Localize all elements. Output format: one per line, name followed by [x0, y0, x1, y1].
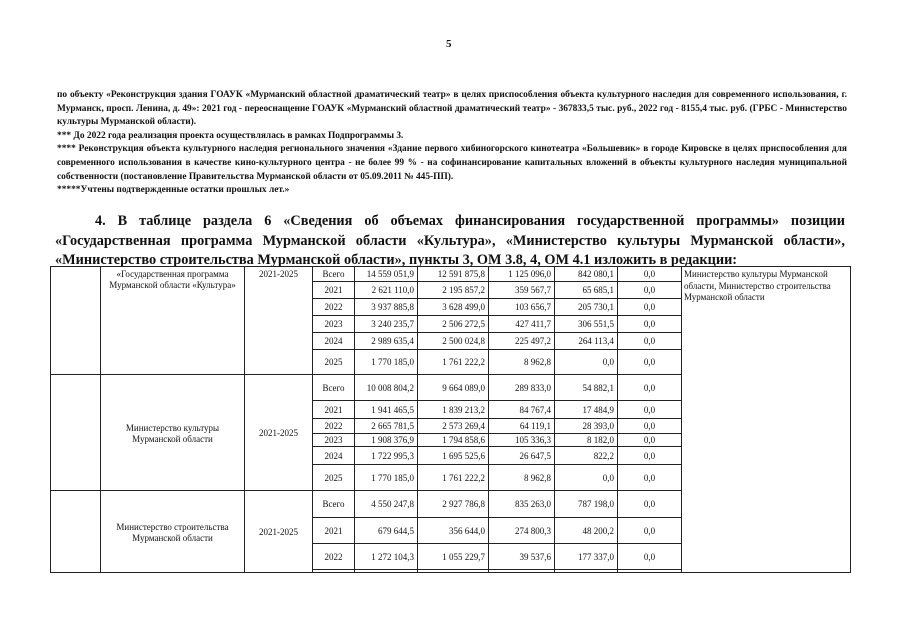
- value-federal: 64 119,1: [489, 419, 555, 434]
- year-cell: 2024: [313, 447, 355, 465]
- value-local: 787 198,0: [555, 491, 618, 518]
- value-regional: 2 506 272,5: [418, 316, 489, 333]
- value-regional: 9 664 089,0: [418, 375, 489, 401]
- value-federal: 105 336,3: [489, 434, 555, 447]
- year-cell: 2022: [313, 299, 355, 316]
- value-local: 306 551,5: [555, 316, 618, 333]
- value-other: 0,0: [618, 350, 682, 375]
- financing-table: [50, 266, 851, 573]
- value-federal: 359 567,7: [489, 282, 555, 299]
- value-local: 65 685,1: [555, 282, 618, 299]
- value-local: 48 200,2: [555, 518, 618, 544]
- footnotes: [57, 89, 847, 198]
- value-total: 1 722 995,3: [355, 447, 418, 465]
- footnote-object: по объекту «Реконструкция здания ГОАУК «Мурманский областной драматический театр» в целях приспособления объекта культурного наследия для современного использования, г. Мурманск, просп. Ленина, д. 49»: 2021 год - переоснащение ГОАУК «Мурманский областной драматический театр» - 367833,5 тыс. руб., 2022 год - 8155,4 тыс. руб. (ГРБС - Министерство культуры Мурманской области).: [57, 90, 847, 128]
- value-total: 2 621 110,0: [355, 282, 418, 299]
- value-total: 2 989 635,4: [355, 333, 418, 350]
- blank-cell: [555, 570, 618, 573]
- value-federal: 8 962,8: [489, 465, 555, 491]
- value-regional: 2 195 857,2: [418, 282, 489, 299]
- value-total: 1 770 185,0: [355, 465, 418, 491]
- value-local: 205 730,1: [555, 299, 618, 316]
- value-other: 0,0: [618, 465, 682, 491]
- value-local: 822,2: [555, 447, 618, 465]
- period-cell: 2021-2025: [245, 375, 313, 491]
- value-local: 177 337,0: [555, 544, 618, 570]
- responsible-cell: Министерство культуры Мурманской области, Министерство строительства Мурманской области: [682, 267, 851, 573]
- blank-cell: [51, 491, 101, 573]
- value-regional: 2 573 269,4: [418, 419, 489, 434]
- year-cell: 2022: [313, 419, 355, 434]
- value-regional: 2 500 024,8: [418, 333, 489, 350]
- year-cell: Всего: [313, 375, 355, 401]
- value-other: 0,0: [618, 491, 682, 518]
- value-total: 4 550 247,8: [355, 491, 418, 518]
- value-local: 0,0: [555, 350, 618, 375]
- value-other: 0,0: [618, 518, 682, 544]
- year-cell: 2021: [313, 282, 355, 299]
- footnote-4: **** Реконструкция объекта культурного наследия регионального значения «Здание первого хибиногорского кинотеатра «Большевик» в городе Кировске в целях приспособления для современного использования в качестве кино-культурного центра - не более 99 % - на софинансирование капитальных вложений в объекты культурного наследия муниципальной собственности (постановление Правительства Мурманской области от 05.09.2011 № 445-ПП).: [57, 144, 847, 182]
- blank-cell: [51, 375, 101, 491]
- value-federal: 84 767,4: [489, 401, 555, 419]
- value-federal: 835 263,0: [489, 491, 555, 518]
- value-other: 0,0: [618, 282, 682, 299]
- value-regional: 12 591 875,8: [418, 267, 489, 282]
- value-regional: 1 839 213,2: [418, 401, 489, 419]
- value-regional: 1 761 222,2: [418, 465, 489, 491]
- value-other: 0,0: [618, 299, 682, 316]
- value-local: 264 113,4: [555, 333, 618, 350]
- value-total: 14 559 051,9: [355, 267, 418, 282]
- value-total: 1 770 185,0: [355, 350, 418, 375]
- value-other: 0,0: [618, 333, 682, 350]
- value-federal: 427 411,7: [489, 316, 555, 333]
- year-cell: 2023: [313, 316, 355, 333]
- value-regional: 1 055 229,7: [418, 544, 489, 570]
- value-local: 0,0: [555, 465, 618, 491]
- value-federal: 39 537,6: [489, 544, 555, 570]
- period-cell: 2021-2025: [245, 267, 313, 375]
- year-cell: 2025: [313, 465, 355, 491]
- year-cell: 2025: [313, 350, 355, 375]
- value-total: 10 008 804,2: [355, 375, 418, 401]
- blank-cell: [51, 267, 101, 375]
- amendment-paragraph: 4. В таблице раздела 6 «Сведения об объемах финансирования государственной программы» позиции «Государственная программа Мурманской области «Культура», «Министерство культуры Мурманской области», «Министерство строительства Мурманской области», пункты 3, ОМ 3.8, 4, ОМ 4.1 изложить в редакции:: [55, 213, 845, 268]
- value-total: 1 272 104,3: [355, 544, 418, 570]
- value-federal: 225 497,2: [489, 333, 555, 350]
- value-total: 3 240 235,7: [355, 316, 418, 333]
- value-local: 8 182,0: [555, 434, 618, 447]
- blank-cell: [313, 570, 355, 573]
- footnote-5: *****Учтены подтвержденные остатки прошлых лет.»: [57, 185, 290, 196]
- value-federal: 289 833,0: [489, 375, 555, 401]
- period-cell: 2021-2025: [245, 491, 313, 573]
- value-total: 2 665 781,5: [355, 419, 418, 434]
- value-federal: 26 647,5: [489, 447, 555, 465]
- value-other: 0,0: [618, 375, 682, 401]
- value-other: 0,0: [618, 544, 682, 570]
- ministry-culture-cell: Министерство культуры Мурманской области: [101, 375, 245, 491]
- value-total: 1 941 465,5: [355, 401, 418, 419]
- year-cell: Всего: [313, 491, 355, 518]
- value-other: 0,0: [618, 316, 682, 333]
- value-regional: 2 927 786,8: [418, 491, 489, 518]
- value-total: 3 937 885,8: [355, 299, 418, 316]
- value-local: 17 484,9: [555, 401, 618, 419]
- value-regional: 1 794 858,6: [418, 434, 489, 447]
- ministry-construction-cell: Министерство строительства Мурманской области: [101, 491, 245, 573]
- blank-cell: [618, 570, 682, 573]
- value-total: 1 908 376,9: [355, 434, 418, 447]
- year-cell: 2023: [313, 434, 355, 447]
- value-other: 0,0: [618, 267, 682, 282]
- value-regional: 356 644,0: [418, 518, 489, 544]
- value-total: 679 644,5: [355, 518, 418, 544]
- blank-cell: [355, 570, 418, 573]
- value-other: 0,0: [618, 434, 682, 447]
- footnote-3: *** До 2022 года реализация проекта осуществлялась в рамках Подпрограммы 3.: [57, 130, 404, 141]
- blank-cell: [489, 570, 555, 573]
- value-regional: 1 761 222,2: [418, 350, 489, 375]
- year-cell: 2024: [313, 333, 355, 350]
- value-local: 842 080,1: [555, 267, 618, 282]
- value-regional: 1 695 525,6: [418, 447, 489, 465]
- value-federal: 103 656,7: [489, 299, 555, 316]
- value-local: 28 393,0: [555, 419, 618, 434]
- value-local: 54 882,1: [555, 375, 618, 401]
- blank-cell: [418, 570, 489, 573]
- table-row: [51, 267, 851, 282]
- value-federal: 8 962,8: [489, 350, 555, 375]
- value-federal: 1 125 096,0: [489, 267, 555, 282]
- year-cell: 2021: [313, 401, 355, 419]
- value-federal: 274 800,3: [489, 518, 555, 544]
- value-other: 0,0: [618, 401, 682, 419]
- year-cell: 2022: [313, 544, 355, 570]
- value-other: 0,0: [618, 447, 682, 465]
- page-number: 5: [446, 38, 452, 50]
- value-regional: 3 628 499,0: [418, 299, 489, 316]
- value-other: 0,0: [618, 419, 682, 434]
- year-cell: Всего: [313, 267, 355, 282]
- year-cell: 2021: [313, 518, 355, 544]
- program-name-cell: «Государственная программа Мурманской области «Культура»: [101, 267, 245, 375]
